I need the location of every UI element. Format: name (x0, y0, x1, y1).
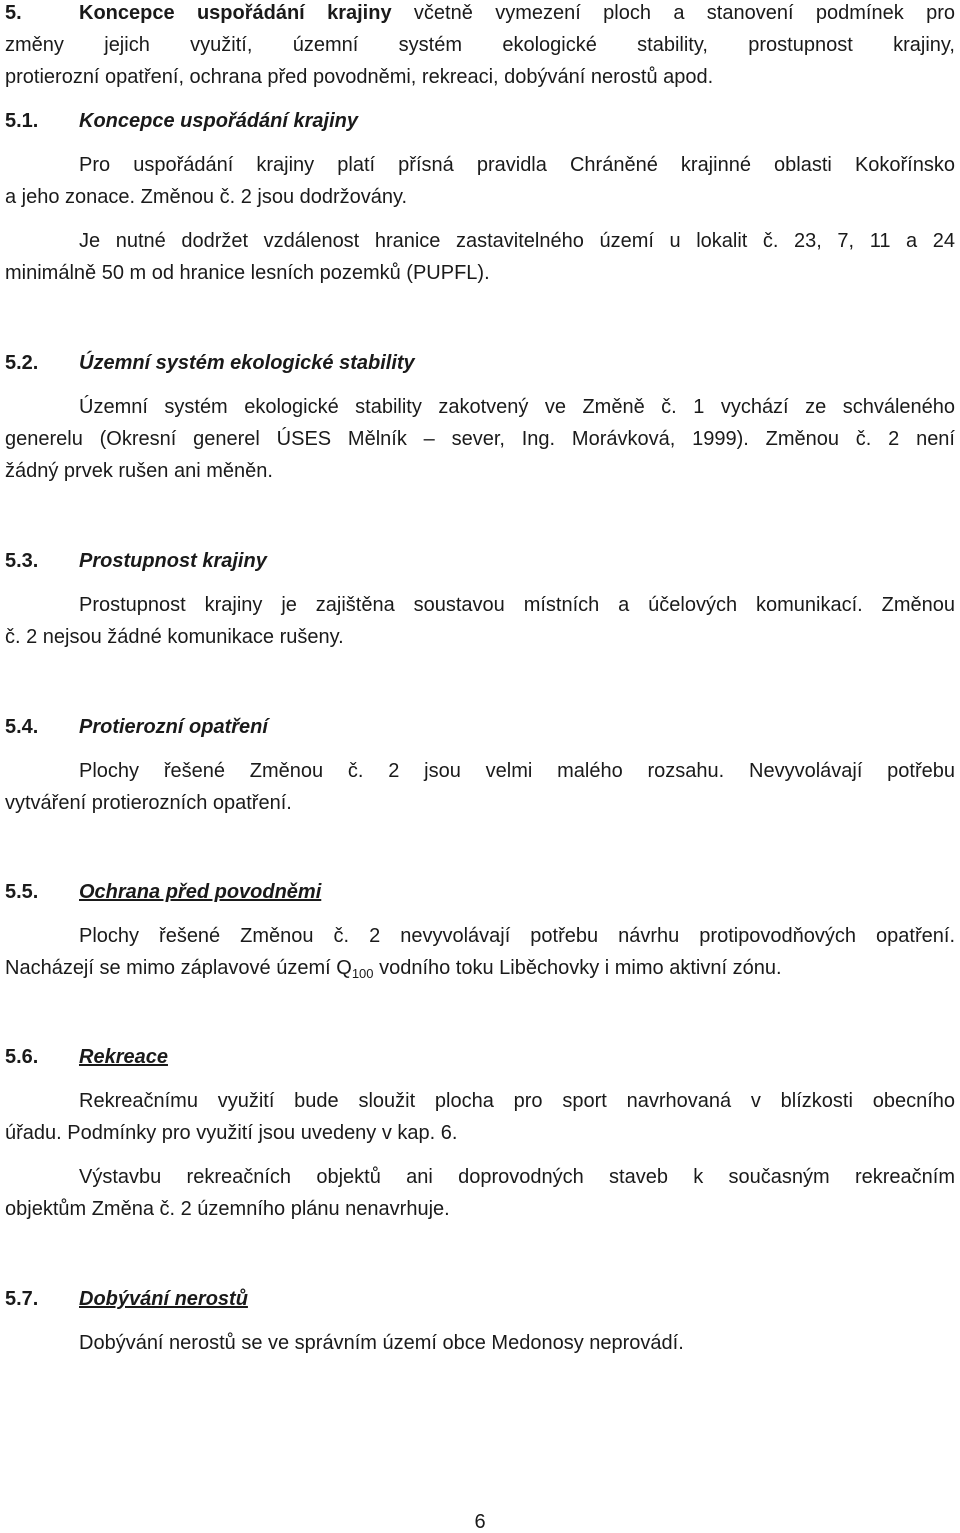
section-5-heading-line-3: protierozní opatření, ochrana před povodněmi, rekreaci, dobývání nerostů apod. (5, 66, 714, 88)
section-5-1-number: 5.1. (5, 110, 39, 132)
section-5-4-number: 5.4. (5, 716, 39, 738)
section-5-2-line-2: generelu (Okresní generel ÚSES Mělník – sever, Ing. Morávková, 1999). Změnou č. 2 není (5, 428, 955, 450)
section-5-title: Koncepce uspořádání krajiny (79, 2, 392, 24)
section-5-6-p2-line-1: Výstavbu rekreačních objektů ani doprovodných staveb k současným rekreačním (79, 1166, 955, 1188)
section-5-1-p1-line-1: Pro uspořádání krajiny platí přísná pravidla Chráněné krajinné oblasti Kokořínsko (79, 154, 955, 176)
section-5-6-number: 5.6. (5, 1046, 39, 1068)
section-5-6-p1-line-2: úřadu. Podmínky pro využití jsou uvedeny v kap. 6. (5, 1122, 458, 1144)
section-5-2-line-3: žádný prvek rušen ani měněn. (5, 460, 273, 482)
section-5-4-title: Protierozní opatření (79, 716, 268, 738)
section-5-number: 5. (5, 2, 22, 24)
section-5-4-line-1: Plochy řešené Změnou č. 2 jsou velmi malého rozsahu. Nevyvolávají potřebu (79, 760, 955, 782)
section-5-3-line-1: Prostupnost krajiny je zajištěna soustavou místních a účelových komunikací. Změnou (79, 594, 955, 616)
section-5-7-line-1: Dobývání nerostů se ve správním území obce Medonosy neprovádí. (79, 1332, 684, 1354)
section-5-1-title: Koncepce uspořádání krajiny (79, 110, 358, 132)
section-5-heading-line-1: Koncepce uspořádání krajiny včetně vymezení ploch a stanovení podmínek pro (79, 2, 955, 24)
section-5-4-line-2: vytváření protierozních opatření. (5, 792, 292, 814)
section-5-2-title: Územní systém ekologické stability (79, 352, 415, 374)
section-5-2-number: 5.2. (5, 352, 39, 374)
section-5-7-number: 5.7. (5, 1288, 39, 1310)
section-5-5-line-2: Nacházejí se mimo záplavové území $Q_{100}$ vodního toku Liběchovky i mimo aktivní zónu. (5, 957, 782, 981)
page-number: 6 (474, 1511, 486, 1533)
section-5-1-p2-line-1: Je nutné dodržet vzdálenost hranice zastavitelného území u lokalit č. 23, 7, 11 a 24 (79, 230, 955, 252)
section-5-7-title: Dobývání nerostů (79, 1288, 248, 1310)
section-5-1-p2-line-2: minimálně 50 m od hranice lesních pozemků (PUPFL). (5, 262, 490, 284)
section-5-6-title: Rekreace (79, 1046, 168, 1068)
section-5-3-number: 5.3. (5, 550, 39, 572)
section-5-5-title: Ochrana před povodněmi (79, 881, 322, 903)
section-5-3-line-2: č. 2 nejsou žádné komunikace rušeny. (5, 626, 344, 648)
section-5-5-line-1: Plochy řešené Změnou č. 2 nevyvolávají potřebu návrhu protipovodňových opatření. (79, 925, 955, 947)
q100-subscript: 100 (351, 966, 374, 981)
section-5-2-line-1: Územní systém ekologické stability zakotvený ve Změně č. 1 vychází ze schváleného (79, 396, 955, 418)
section-5-5-number: 5.5. (5, 881, 39, 903)
section-5-6-p1-line-1: Rekreačnímu využití bude sloužit plocha pro sport navrhovaná v blízkosti obecního (79, 1090, 955, 1112)
section-5-1-p1-line-2: a jeho zonace. Změnou č. 2 jsou dodržovány. (5, 186, 408, 208)
section-5-heading-line-2: změny jejich využití, územní systém ekologické stability, prostupnost krajiny, (5, 34, 955, 56)
section-5-6-p2-line-2: objektům Změna č. 2 územního plánu nenavrhuje. (5, 1198, 450, 1220)
section-5-3-title: Prostupnost krajiny (79, 550, 267, 572)
